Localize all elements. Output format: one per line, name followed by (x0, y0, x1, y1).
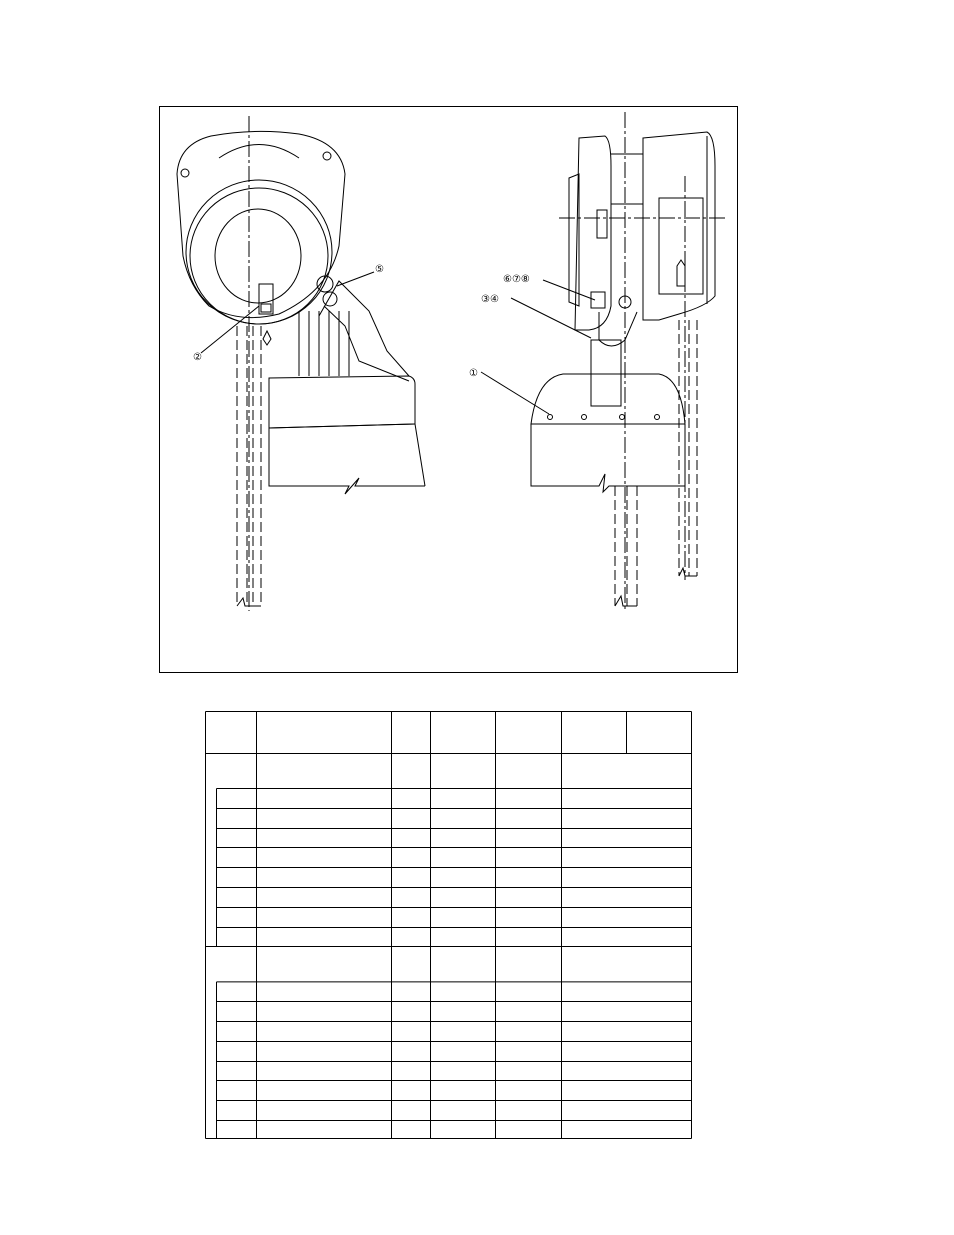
assembly-drawing (159, 106, 738, 673)
callout-1 (469, 368, 478, 379)
table-lines (206, 712, 692, 1139)
callout-1-label: ① (469, 368, 478, 379)
parts-table (205, 711, 692, 1139)
drawing-border (160, 107, 738, 673)
callout-5-label: ⑤ (375, 264, 384, 275)
callout-34 (481, 294, 499, 305)
callout-5 (375, 264, 384, 275)
parts-table-grid (205, 711, 692, 1139)
callout-34-label: ③④ (481, 294, 499, 305)
callout-678-label: ⑥⑦⑧ (503, 274, 530, 285)
callout-678 (503, 274, 530, 285)
callout-2 (193, 352, 202, 363)
callout-2-label: ② (193, 352, 202, 363)
